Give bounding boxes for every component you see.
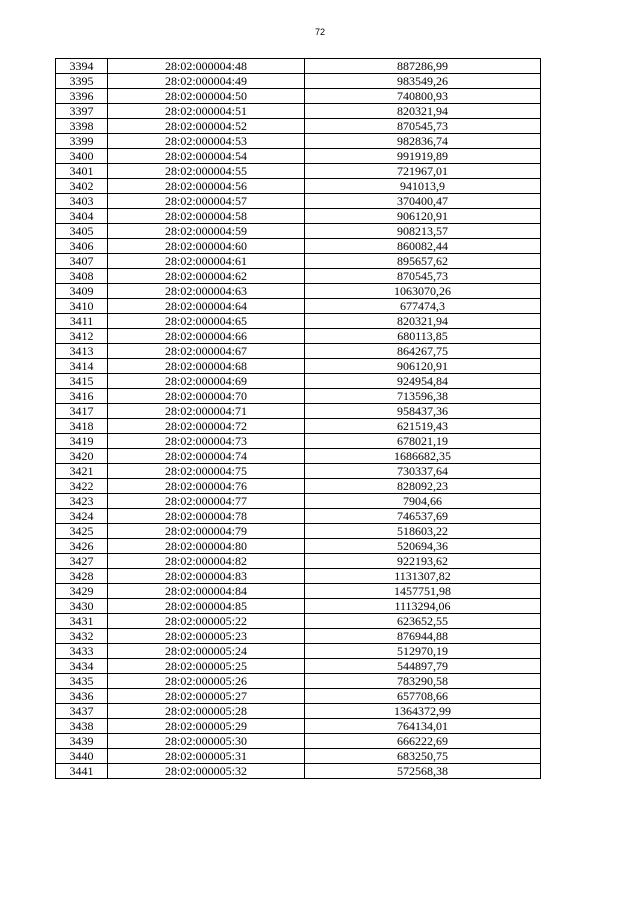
row-number-cell: 3405 — [56, 224, 108, 239]
cadastral-number-cell: 28:02:000005:30 — [108, 734, 305, 749]
value-cell: 982836,74 — [305, 134, 541, 149]
cadastral-number-cell: 28:02:000004:53 — [108, 134, 305, 149]
cadastral-number-cell: 28:02:000004:82 — [108, 554, 305, 569]
table-row — [56, 299, 541, 314]
row-number-cell: 3441 — [56, 764, 108, 779]
table-row — [56, 104, 541, 119]
row-number-cell: 3422 — [56, 479, 108, 494]
cadastral-number-cell: 28:02:000004:68 — [108, 359, 305, 374]
value-cell: 680113,85 — [305, 329, 541, 344]
value-cell: 958437,36 — [305, 404, 541, 419]
value-cell: 922193,62 — [305, 554, 541, 569]
value-cell: 870545,73 — [305, 269, 541, 284]
value-cell: 623652,55 — [305, 614, 541, 629]
value-cell: 820321,94 — [305, 314, 541, 329]
value-cell: 666222,69 — [305, 734, 541, 749]
value-cell: 7904,66 — [305, 494, 541, 509]
table-row — [56, 179, 541, 194]
row-number-cell: 3394 — [56, 59, 108, 74]
table-row — [56, 59, 541, 74]
cadastral-number-cell: 28:02:000004:52 — [108, 119, 305, 134]
value-cell: 783290,58 — [305, 674, 541, 689]
cadastral-number-cell: 28:02:000004:67 — [108, 344, 305, 359]
table-row — [56, 479, 541, 494]
row-number-cell: 3403 — [56, 194, 108, 209]
row-number-cell: 3437 — [56, 704, 108, 719]
table-row — [56, 89, 541, 104]
row-number-cell: 3434 — [56, 659, 108, 674]
table-row — [56, 119, 541, 134]
value-cell: 572568,38 — [305, 764, 541, 779]
value-cell: 1131307,82 — [305, 569, 541, 584]
row-number-cell: 3440 — [56, 749, 108, 764]
table-row — [56, 569, 541, 584]
table-row — [56, 509, 541, 524]
cadastral-number-cell: 28:02:000004:66 — [108, 329, 305, 344]
table-row — [56, 659, 541, 674]
cadastral-number-cell: 28:02:000004:76 — [108, 479, 305, 494]
row-number-cell: 3413 — [56, 344, 108, 359]
cadastral-number-cell: 28:02:000004:54 — [108, 149, 305, 164]
table-row — [56, 749, 541, 764]
cadastral-number-cell: 28:02:000004:58 — [108, 209, 305, 224]
value-cell: 721967,01 — [305, 164, 541, 179]
value-cell: 908213,57 — [305, 224, 541, 239]
cadastral-number-cell: 28:02:000005:25 — [108, 659, 305, 674]
cadastral-number-cell: 28:02:000004:72 — [108, 419, 305, 434]
table-row — [56, 314, 541, 329]
value-cell: 678021,19 — [305, 434, 541, 449]
table-row — [56, 404, 541, 419]
table-row — [56, 584, 541, 599]
table-row — [56, 719, 541, 734]
value-cell: 764134,01 — [305, 719, 541, 734]
cadastral-number-cell: 28:02:000004:85 — [108, 599, 305, 614]
value-cell: 941013,9 — [305, 179, 541, 194]
row-number-cell: 3419 — [56, 434, 108, 449]
table-row — [56, 149, 541, 164]
cadastral-number-cell: 28:02:000004:79 — [108, 524, 305, 539]
value-cell: 657708,66 — [305, 689, 541, 704]
table-row — [56, 209, 541, 224]
value-cell: 512970,19 — [305, 644, 541, 659]
cadastral-number-cell: 28:02:000004:73 — [108, 434, 305, 449]
table-row — [56, 524, 541, 539]
table-row — [56, 464, 541, 479]
table-row — [56, 239, 541, 254]
value-cell: 1364372,99 — [305, 704, 541, 719]
value-cell: 895657,62 — [305, 254, 541, 269]
cadastral-number-cell: 28:02:000004:60 — [108, 239, 305, 254]
value-cell: 520694,36 — [305, 539, 541, 554]
cadastral-number-cell: 28:02:000005:22 — [108, 614, 305, 629]
cadastral-number-cell: 28:02:000004:50 — [108, 89, 305, 104]
row-number-cell: 3401 — [56, 164, 108, 179]
cadastral-number-cell: 28:02:000004:64 — [108, 299, 305, 314]
row-number-cell: 3395 — [56, 74, 108, 89]
value-cell: 1063070,26 — [305, 284, 541, 299]
value-cell: 1113294,06 — [305, 599, 541, 614]
value-cell: 860082,44 — [305, 239, 541, 254]
row-number-cell: 3409 — [56, 284, 108, 299]
row-number-cell: 3424 — [56, 509, 108, 524]
row-number-cell: 3406 — [56, 239, 108, 254]
cadastral-number-cell: 28:02:000004:78 — [108, 509, 305, 524]
row-number-cell: 3433 — [56, 644, 108, 659]
row-number-cell: 3420 — [56, 449, 108, 464]
row-number-cell: 3430 — [56, 599, 108, 614]
value-cell: 870545,73 — [305, 119, 541, 134]
cadastral-number-cell: 28:02:000004:61 — [108, 254, 305, 269]
row-number-cell: 3421 — [56, 464, 108, 479]
row-number-cell: 3428 — [56, 569, 108, 584]
cadastral-number-cell: 28:02:000005:31 — [108, 749, 305, 764]
table-row — [56, 764, 541, 779]
cadastral-number-cell: 28:02:000004:49 — [108, 74, 305, 89]
row-number-cell: 3417 — [56, 404, 108, 419]
row-number-cell: 3423 — [56, 494, 108, 509]
row-number-cell: 3418 — [56, 419, 108, 434]
table-row — [56, 194, 541, 209]
value-cell: 876944,88 — [305, 629, 541, 644]
value-cell: 621519,43 — [305, 419, 541, 434]
value-cell: 518603,22 — [305, 524, 541, 539]
cadastral-number-cell: 28:02:000004:77 — [108, 494, 305, 509]
row-number-cell: 3426 — [56, 539, 108, 554]
row-number-cell: 3397 — [56, 104, 108, 119]
table-row — [56, 689, 541, 704]
table-row — [56, 284, 541, 299]
table-row — [56, 599, 541, 614]
value-cell: 746537,69 — [305, 509, 541, 524]
value-cell: 906120,91 — [305, 209, 541, 224]
cadastral-number-cell: 28:02:000005:26 — [108, 674, 305, 689]
value-cell: 906120,91 — [305, 359, 541, 374]
table-body — [56, 59, 541, 779]
value-cell: 677474,3 — [305, 299, 541, 314]
cadastral-number-cell: 28:02:000004:80 — [108, 539, 305, 554]
cadastral-number-cell: 28:02:000004:62 — [108, 269, 305, 284]
value-cell: 887286,99 — [305, 59, 541, 74]
row-number-cell: 3407 — [56, 254, 108, 269]
row-number-cell: 3436 — [56, 689, 108, 704]
value-cell: 924954,84 — [305, 374, 541, 389]
row-number-cell: 3399 — [56, 134, 108, 149]
cadastral-number-cell: 28:02:000004:71 — [108, 404, 305, 419]
table-row — [56, 614, 541, 629]
table-row — [56, 494, 541, 509]
table-row — [56, 554, 541, 569]
row-number-cell: 3398 — [56, 119, 108, 134]
row-number-cell: 3439 — [56, 734, 108, 749]
value-cell: 828092,23 — [305, 479, 541, 494]
cadastral-number-cell: 28:02:000004:84 — [108, 584, 305, 599]
row-number-cell: 3415 — [56, 374, 108, 389]
cadastral-number-cell: 28:02:000005:24 — [108, 644, 305, 659]
cadastral-number-cell: 28:02:000005:29 — [108, 719, 305, 734]
page-number: 72 — [314, 27, 325, 37]
row-number-cell: 3425 — [56, 524, 108, 539]
cadastral-number-cell: 28:02:000004:56 — [108, 179, 305, 194]
cadastral-number-cell: 28:02:000004:63 — [108, 284, 305, 299]
value-cell: 991919,89 — [305, 149, 541, 164]
cadastral-number-cell: 28:02:000005:28 — [108, 704, 305, 719]
cadastral-number-cell: 28:02:000004:83 — [108, 569, 305, 584]
table-row — [56, 329, 541, 344]
value-cell: 544897,79 — [305, 659, 541, 674]
cadastral-value-table — [55, 58, 541, 779]
value-cell: 370400,47 — [305, 194, 541, 209]
cadastral-number-cell: 28:02:000004:65 — [108, 314, 305, 329]
cadastral-number-cell: 28:02:000004:70 — [108, 389, 305, 404]
cadastral-number-cell: 28:02:000004:48 — [108, 59, 305, 74]
table-row — [56, 539, 541, 554]
table-row — [56, 629, 541, 644]
cadastral-number-cell: 28:02:000004:57 — [108, 194, 305, 209]
cadastral-number-cell: 28:02:000004:69 — [108, 374, 305, 389]
row-number-cell: 3427 — [56, 554, 108, 569]
table-row — [56, 419, 541, 434]
row-number-cell: 3432 — [56, 629, 108, 644]
table-row — [56, 254, 541, 269]
cadastral-number-cell: 28:02:000005:23 — [108, 629, 305, 644]
table-row — [56, 74, 541, 89]
value-cell: 820321,94 — [305, 104, 541, 119]
row-number-cell: 3412 — [56, 329, 108, 344]
row-number-cell: 3431 — [56, 614, 108, 629]
row-number-cell: 3404 — [56, 209, 108, 224]
row-number-cell: 3438 — [56, 719, 108, 734]
cadastral-number-cell: 28:02:000004:75 — [108, 464, 305, 479]
table-row — [56, 434, 541, 449]
table-row — [56, 224, 541, 239]
table-row — [56, 359, 541, 374]
table-row — [56, 389, 541, 404]
row-number-cell: 3396 — [56, 89, 108, 104]
value-cell: 1457751,98 — [305, 584, 541, 599]
table-row — [56, 374, 541, 389]
row-number-cell: 3408 — [56, 269, 108, 284]
value-cell: 713596,38 — [305, 389, 541, 404]
cadastral-number-cell: 28:02:000005:27 — [108, 689, 305, 704]
table-row — [56, 704, 541, 719]
table-row — [56, 164, 541, 179]
row-number-cell: 3429 — [56, 584, 108, 599]
row-number-cell: 3410 — [56, 299, 108, 314]
row-number-cell: 3402 — [56, 179, 108, 194]
value-cell: 740800,93 — [305, 89, 541, 104]
row-number-cell: 3414 — [56, 359, 108, 374]
value-cell: 1686682,35 — [305, 449, 541, 464]
table-row — [56, 134, 541, 149]
table-row — [56, 344, 541, 359]
cadastral-number-cell: 28:02:000005:32 — [108, 764, 305, 779]
cadastral-number-cell: 28:02:000004:74 — [108, 449, 305, 464]
row-number-cell: 3411 — [56, 314, 108, 329]
value-cell: 730337,64 — [305, 464, 541, 479]
cadastral-number-cell: 28:02:000004:55 — [108, 164, 305, 179]
row-number-cell: 3416 — [56, 389, 108, 404]
value-cell: 683250,75 — [305, 749, 541, 764]
row-number-cell: 3400 — [56, 149, 108, 164]
table-row — [56, 644, 541, 659]
table-row — [56, 269, 541, 284]
cadastral-number-cell: 28:02:000004:59 — [108, 224, 305, 239]
value-cell: 864267,75 — [305, 344, 541, 359]
row-number-cell: 3435 — [56, 674, 108, 689]
table-row — [56, 449, 541, 464]
value-cell: 983549,26 — [305, 74, 541, 89]
table-row — [56, 674, 541, 689]
table-row — [56, 734, 541, 749]
cadastral-number-cell: 28:02:000004:51 — [108, 104, 305, 119]
